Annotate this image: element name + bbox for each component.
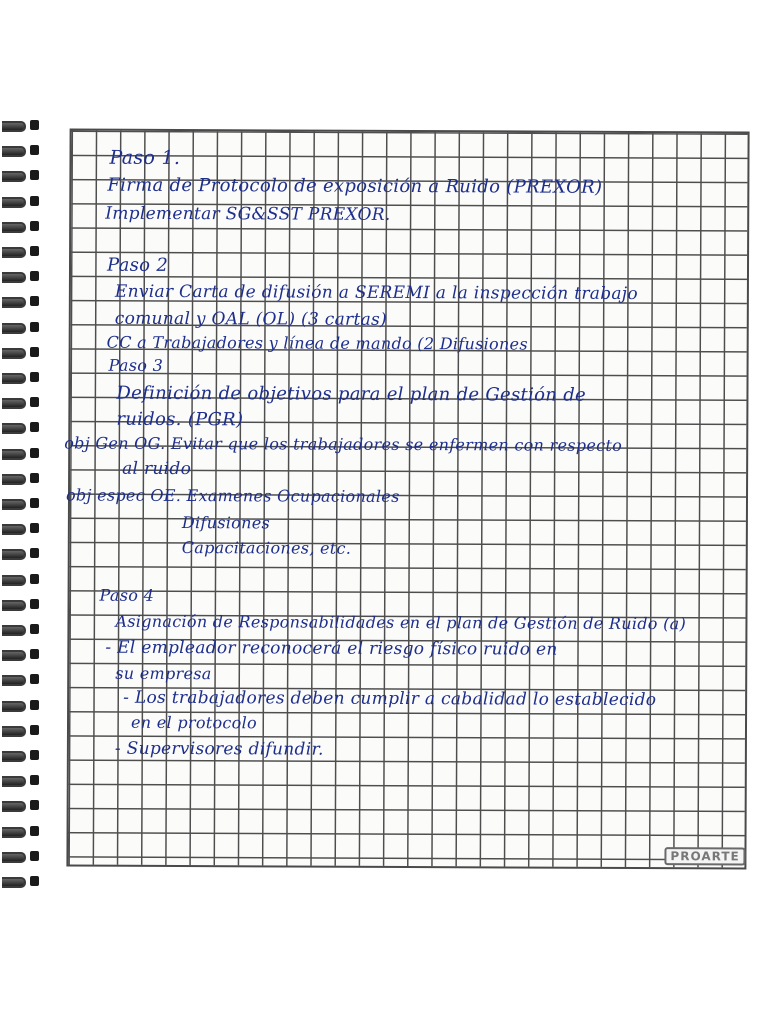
spiral-ring (0, 168, 44, 182)
ring-wire (2, 348, 26, 359)
ring-wire (2, 524, 26, 535)
ring-wire (2, 171, 26, 182)
ring-wire (2, 272, 26, 283)
ring-wire (2, 373, 26, 384)
spiral-ring (0, 219, 44, 233)
step-4-bullet-2-cont: en el protocolo (130, 712, 258, 733)
ring-wire (2, 222, 26, 233)
spiral-ring (0, 546, 44, 560)
step-2-line-2: comunal y OAL (OL) (3 cartas) (114, 308, 388, 330)
ring-wire (2, 827, 26, 838)
ring-hole (30, 750, 39, 760)
spiral-ring (0, 597, 44, 611)
ring-wire (2, 600, 26, 611)
step-4-bullet-2: - Los trabajadores deben cumplir a cabalidad lo establecido (123, 687, 657, 711)
step-3-line-2: ruidos. (PGR) (116, 408, 244, 431)
spiral-ring (0, 773, 44, 787)
spiral-ring (0, 143, 44, 157)
ring-wire (2, 499, 26, 510)
step-1-heading: Paso 1. (109, 146, 181, 170)
ring-wire (2, 449, 26, 460)
spiral-ring (0, 647, 44, 661)
spiral-ring (0, 370, 44, 384)
ring-wire (2, 398, 26, 409)
ring-hole (30, 347, 39, 357)
ring-wire (2, 801, 26, 812)
ring-wire (2, 675, 26, 686)
ring-wire (2, 423, 26, 434)
spiral-ring (0, 672, 44, 686)
step-4-bullet-1-cont: su empresa (115, 663, 212, 684)
grid-paper-page (66, 129, 749, 870)
spiral-ring (0, 849, 44, 863)
ring-wire (2, 776, 26, 787)
step-4-bullet-1: - El empleador reconocerá el riesgo físico ruido en (105, 637, 558, 660)
spiral-ring (0, 723, 44, 737)
ring-hole (30, 372, 39, 382)
ring-wire (2, 726, 26, 737)
step-4-line-1: Asignación de Responsabilidades en el plan de Gestión de Ruido (a) (115, 611, 687, 634)
ring-hole (30, 221, 39, 231)
ring-hole (30, 422, 39, 432)
step-1-line-2: Implementar SG&SST PREXOR. (105, 203, 391, 225)
ring-wire (2, 323, 26, 334)
ring-hole (30, 145, 39, 155)
ring-wire (2, 701, 26, 712)
ring-wire (2, 852, 26, 863)
step-2-heading: Paso 2 (106, 254, 169, 276)
spiral-ring (0, 194, 44, 208)
ring-wire (2, 146, 26, 157)
step-3-line-1: Definición de objetivos para el plan de Gestión de (116, 382, 587, 406)
ring-wire (2, 625, 26, 636)
ring-hole (30, 649, 39, 659)
spiral-ring (0, 471, 44, 485)
ring-wire (2, 549, 26, 560)
ring-hole (30, 322, 39, 332)
ring-hole (30, 599, 39, 609)
ring-hole (30, 170, 39, 180)
ring-hole (30, 271, 39, 281)
spiral-ring (0, 118, 44, 132)
spiral-ring (0, 446, 44, 460)
spiral-ring (0, 269, 44, 283)
step-3-heading: Paso 3 (108, 355, 164, 375)
ring-hole (30, 725, 39, 735)
ring-wire (2, 751, 26, 762)
ring-hole (30, 246, 39, 256)
step-4-bullet-3: - Supervisores difundir. (114, 738, 324, 760)
spiral-ring (0, 244, 44, 258)
ring-hole (30, 473, 39, 483)
ring-hole (30, 196, 39, 206)
ring-hole (30, 523, 39, 533)
ring-hole (30, 851, 39, 861)
ring-wire (2, 650, 26, 661)
spiral-ring (0, 496, 44, 510)
spiral-ring (0, 420, 44, 434)
general-objective-line-1: obj Gen OG. Evitar que los trabajadores se enfermen con respecto (64, 433, 623, 455)
ring-hole (30, 397, 39, 407)
spiral-ring (0, 622, 44, 636)
step-2-line-1: Enviar Carta de difusión a SEREMI a la inspección trabajo (114, 281, 638, 305)
step-2-line-3: CC a Trabajadores y línea de mando (2 Difusiones (106, 332, 528, 354)
ring-hole (30, 574, 39, 584)
spiral-ring (0, 798, 44, 812)
specific-objective-line-1: obj espec OE. Examenes Ocupacionales (65, 485, 400, 506)
ring-wire (2, 247, 26, 258)
spiral-ring (0, 748, 44, 762)
ring-hole (30, 498, 39, 508)
spiral-ring (0, 345, 44, 359)
ring-hole (30, 674, 39, 684)
ring-wire (2, 877, 26, 888)
spiral-ring (0, 874, 44, 888)
ring-wire (2, 121, 26, 132)
specific-objective-line-3: Capacitaciones, etc. (181, 538, 352, 558)
ring-hole (30, 548, 39, 558)
ring-hole (30, 448, 39, 458)
proarte-logo: PROARTE (664, 847, 745, 865)
spiral-ring (0, 572, 44, 586)
ring-hole (30, 624, 39, 634)
specific-objective-line-2: Difusiones (181, 513, 271, 533)
ring-hole (30, 700, 39, 710)
spiral-ring (0, 320, 44, 334)
ring-hole (30, 826, 39, 836)
step-4-heading: Paso 4 (99, 585, 155, 605)
spiral-ring (0, 521, 44, 535)
ring-hole (30, 120, 39, 130)
general-objective-line-2: al ruido (122, 458, 192, 480)
spiral-ring (0, 824, 44, 838)
ring-hole (30, 775, 39, 785)
ring-hole (30, 876, 39, 886)
spiral-ring (0, 395, 44, 409)
spiral-ring (0, 698, 44, 712)
ring-hole (30, 296, 39, 306)
ring-hole (30, 800, 39, 810)
ring-wire (2, 297, 26, 308)
step-1-line-1: Firma de Protocolo de exposición a Ruido (PREXOR) (107, 174, 603, 198)
spiral-ring (0, 294, 44, 308)
ring-wire (2, 197, 26, 208)
ring-wire (2, 474, 26, 485)
ring-wire (2, 575, 26, 586)
notebook-spiral-binding (0, 118, 46, 898)
